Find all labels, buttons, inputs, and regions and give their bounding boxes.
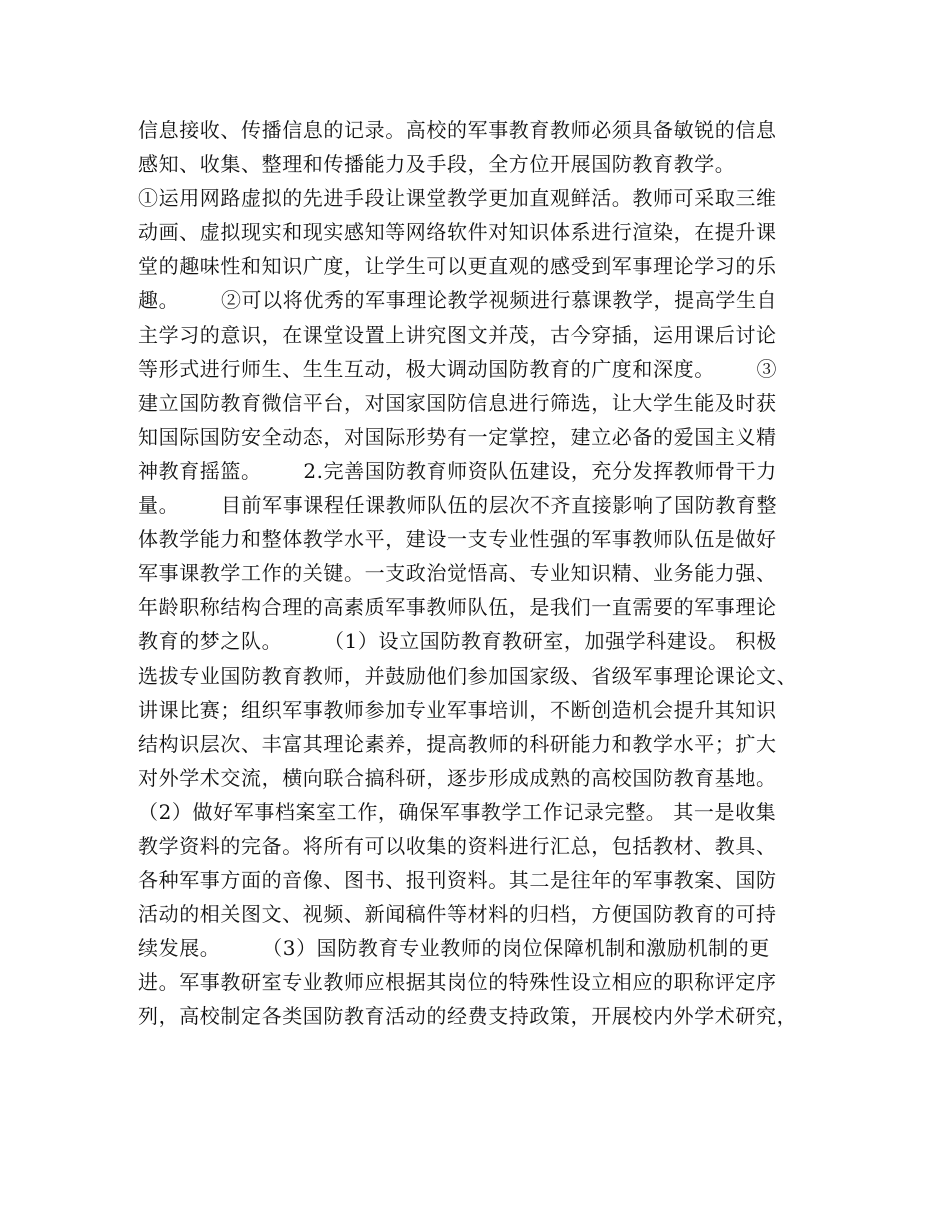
text-line: 神教育摇篮。 2.完善国防教育师资队伍建设，充分发挥教师骨干力 xyxy=(138,458,777,483)
text-line: 军事课教学工作的关键。一支政治觉悟高、专业知识精、业务能力强、 xyxy=(138,561,777,586)
text-line: 各种军事方面的音像、图书、报刊资料。其二是往年的军事教案、国防 xyxy=(138,868,777,893)
text-line: 趣。 ②可以将优秀的军事理论教学视频进行慕课教学，提高学生自 xyxy=(138,288,778,313)
text-line: 结构识层次、丰富其理论素养，提高教师的科研能力和教学水平；扩大 xyxy=(138,731,777,756)
text-line: 量。 目前军事课程任课教师队伍的层次不齐直接影响了国防教育整 xyxy=(138,493,778,518)
text-line: 进。军事教研室专业教师应根据其岗位的特殊性设立相应的职称评定序 xyxy=(138,970,777,995)
text-line: 体教学能力和整体教学水平，建设一支专业性强的军事教师队伍是做好 xyxy=(138,527,777,552)
text-line: 教育的梦之队。 （1）设立国防教育教研室，加强学科建设。 积极 xyxy=(138,629,777,654)
text-line: 信息接收、传播信息的记录。高校的军事教育教师必须具备敏锐的信息 xyxy=(138,118,777,142)
text-line: 知国际国防安全动态，对国际形势有一定掌控，建立必备的爱国主义精 xyxy=(138,424,777,449)
text-line: 教学资料的完备。将所有可以收集的资料进行汇总，包括教材、教具、 xyxy=(138,833,777,858)
text-line: 对外学术交流，横向联合搞科研，逐步形成成熟的高校国防教育基地。 xyxy=(138,765,777,790)
text-line: （2）做好军事档案室工作，确保军事教学工作记录完整。 其一是收集 xyxy=(138,799,777,824)
text-line: 续发展。 （3）国防教育专业教师的岗位保障机制和激励机制的更 xyxy=(138,936,770,961)
text-line: 动画、虚拟现实和现实感知等网络软件对知识体系进行渲染，在提升课 xyxy=(138,220,777,245)
text-line: 讲课比赛；组织军事教师参加专业军事培训，不断创造机会提升其知识 xyxy=(138,697,777,722)
text-line: 选拔专业国防教育教师，并鼓励他们参加国家级、省级军事理论课论文、 xyxy=(138,663,798,688)
text-line: 活动的相关图文、视频、新闻稿件等材料的归档，方便国防教育的可持 xyxy=(138,902,777,927)
text-line: 感知、收集、整理和传播能力及手段，全方位开展国防教育教学。 xyxy=(138,152,736,177)
text-line: 等形式进行师生、生生互动，极大调动国防教育的广度和深度。 ③ xyxy=(138,356,778,381)
text-line: 列，高校制定各类国防教育活动的经费支持政策，开展校内外学术研究， xyxy=(138,1004,798,1029)
text-line: 堂的趣味性和知识广度，让学生可以更直观的感受到军事理论学习的乐 xyxy=(138,254,777,279)
body-text xyxy=(138,113,828,1034)
text-line: 年龄职称结构合理的高素质军事教师队伍，是我们一直需要的军事理论 xyxy=(138,595,777,620)
text-line: 建立国防教育微信平台，对国家国防信息进行筛选，让大学生能及时获 xyxy=(138,390,777,415)
text-line: ①运用网路虚拟的先进手段让课堂教学更加直观鲜活。教师可采取三维 xyxy=(138,186,777,211)
text-line: 主学习的意识，在课堂设置上讲究图文并茂，古今穿插，运用课后讨论 xyxy=(138,322,777,347)
